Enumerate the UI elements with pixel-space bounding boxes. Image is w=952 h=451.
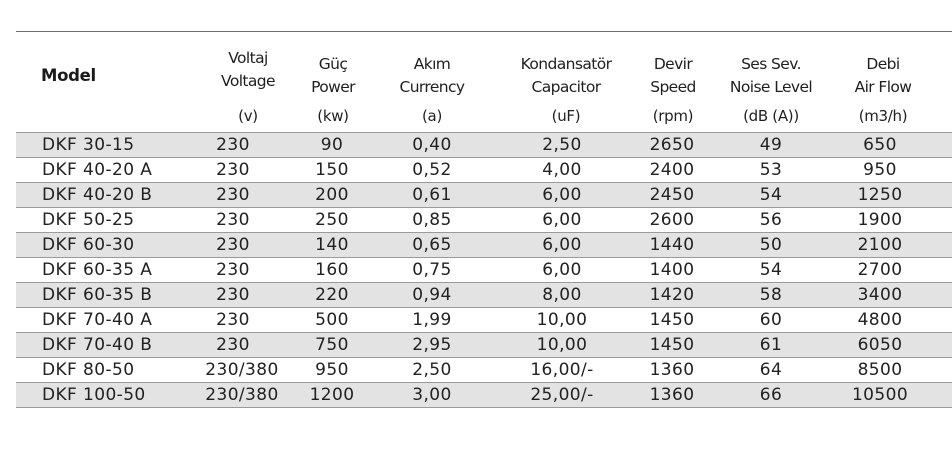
cell-capacitor: 2,50: [542, 135, 582, 155]
header-current: [387, 53, 477, 99]
table-row: [16, 282, 952, 307]
table-row: [16, 382, 952, 408]
cell-voltage: 230: [216, 135, 250, 155]
header-speed-tr: Devir: [653, 55, 693, 73]
cell-capacitor: 10,00: [536, 335, 588, 355]
cell-airflow: 8500: [857, 360, 903, 380]
cell-power: 160: [315, 260, 349, 280]
cell-model: DKF 40-20 B: [42, 185, 153, 205]
cell-capacitor: 6,00: [542, 260, 582, 280]
cell-power: 250: [315, 210, 349, 230]
table-row: [16, 132, 952, 157]
table-row: [16, 332, 952, 357]
cell-capacitor: 4,00: [542, 160, 582, 180]
cell-speed: 2450: [649, 185, 695, 205]
header-power: [298, 53, 368, 99]
header-noise-en: Noise Level: [729, 78, 813, 96]
cell-power: 1200: [309, 385, 355, 405]
cell-capacitor: 10,00: [536, 310, 588, 330]
unit-noise: (dB (A)): [743, 107, 799, 125]
cell-current: 2,95: [412, 335, 452, 355]
cell-voltage: 230: [216, 285, 250, 305]
cell-noise: 50: [759, 235, 783, 255]
table-row: [16, 307, 952, 332]
cell-capacitor: 16,00/-: [530, 360, 594, 380]
table-row: [16, 232, 952, 257]
header-airflow-tr: Debi: [866, 55, 900, 73]
header-airflow-en: Air Flow: [854, 78, 912, 96]
unit-voltage: (v): [238, 107, 258, 125]
cell-speed: 1420: [649, 285, 695, 305]
cell-current: 0,94: [412, 285, 452, 305]
cell-noise: 60: [759, 310, 783, 330]
header-capacitor: [501, 53, 631, 99]
cell-speed: 2650: [649, 135, 695, 155]
cell-noise: 53: [759, 160, 783, 180]
cell-capacitor: 6,00: [542, 210, 582, 230]
cell-voltage: 230: [216, 310, 250, 330]
cell-model: DKF 50-25: [42, 210, 135, 230]
cell-power: 90: [320, 135, 344, 155]
cell-speed: 1360: [649, 385, 695, 405]
cell-current: 0,65: [412, 235, 452, 255]
cell-airflow: 10500: [851, 385, 909, 405]
cell-model: DKF 80-50: [42, 360, 135, 380]
header-power-tr: Güç: [318, 55, 348, 73]
header-voltage-en: Voltage: [221, 72, 275, 90]
cell-power: 150: [315, 160, 349, 180]
cell-noise: 66: [759, 385, 783, 405]
header-noise: [716, 53, 826, 99]
cell-voltage: 230/380: [205, 385, 279, 405]
cell-power: 140: [315, 235, 349, 255]
unit-current: (a): [422, 107, 442, 125]
cell-current: 3,00: [412, 385, 452, 405]
cell-power: 750: [315, 335, 349, 355]
cell-current: 0,75: [412, 260, 452, 280]
cell-model: DKF 30-15: [42, 135, 135, 155]
cell-current: 0,40: [412, 135, 452, 155]
header-capacitor-tr: Kondansatör: [520, 55, 612, 73]
model-header: Model: [41, 66, 96, 85]
cell-voltage: 230: [216, 335, 250, 355]
cell-speed: 1440: [649, 235, 695, 255]
cell-model: DKF 60-30: [42, 235, 135, 255]
header-voltage-tr: Voltaj: [228, 49, 268, 67]
header-voltage: [203, 47, 293, 93]
cell-airflow: 1250: [857, 185, 903, 205]
table-body: [16, 132, 952, 408]
table-row: [16, 182, 952, 207]
cell-power: 950: [315, 360, 349, 380]
cell-airflow: 2100: [857, 235, 903, 255]
cell-airflow: 4800: [857, 310, 903, 330]
cell-model: DKF 60-35 B: [42, 285, 153, 305]
header-current-en: Currency: [399, 78, 465, 96]
cell-speed: 1400: [649, 260, 695, 280]
table-row: [16, 357, 952, 382]
header-noise-tr: Ses Sev.: [741, 55, 801, 73]
header-speed: [638, 53, 708, 99]
table-row: [16, 207, 952, 232]
cell-capacitor: 25,00/-: [530, 385, 594, 405]
cell-airflow: 2700: [857, 260, 903, 280]
cell-noise: 54: [759, 185, 783, 205]
header-capacitor-en: Capacitor: [531, 78, 601, 96]
cell-speed: 2600: [649, 210, 695, 230]
cell-airflow: 6050: [857, 335, 903, 355]
cell-power: 200: [315, 185, 349, 205]
cell-noise: 64: [759, 360, 783, 380]
cell-noise: 56: [759, 210, 783, 230]
cell-speed: 1360: [649, 360, 695, 380]
cell-model: DKF 60-35 A: [42, 260, 153, 280]
cell-model: DKF 40-20 A: [42, 160, 153, 180]
cell-capacitor: 6,00: [542, 185, 582, 205]
cell-current: 0,85: [412, 210, 452, 230]
cell-power: 220: [315, 285, 349, 305]
cell-noise: 54: [759, 260, 783, 280]
header-current-tr: Akım: [413, 55, 451, 73]
cell-airflow: 950: [863, 160, 897, 180]
cell-noise: 49: [759, 135, 783, 155]
header-airflow: [838, 53, 928, 99]
cell-capacitor: 8,00: [542, 285, 582, 305]
unit-airflow: (m3/h): [858, 107, 908, 125]
cell-current: 0,52: [412, 160, 452, 180]
header-power-en: Power: [311, 78, 355, 96]
unit-capacitor: (uF): [551, 107, 581, 125]
cell-current: 1,99: [412, 310, 452, 330]
cell-voltage: 230: [216, 210, 250, 230]
cell-airflow: 3400: [857, 285, 903, 305]
table-row: [16, 157, 952, 182]
cell-model: DKF 70-40 B: [42, 335, 153, 355]
cell-airflow: 1900: [857, 210, 903, 230]
cell-voltage: 230: [216, 160, 250, 180]
cell-model: DKF 70-40 A: [42, 310, 153, 330]
header-speed-en: Speed: [650, 78, 696, 96]
unit-power: (kw): [317, 107, 349, 125]
cell-capacitor: 6,00: [542, 235, 582, 255]
unit-speed: (rpm): [652, 107, 694, 125]
cell-speed: 1450: [649, 335, 695, 355]
table-row: [16, 257, 952, 282]
cell-current: 0,61: [412, 185, 452, 205]
top-rule: [16, 31, 952, 32]
cell-current: 2,50: [412, 360, 452, 380]
cell-power: 500: [315, 310, 349, 330]
cell-speed: 2400: [649, 160, 695, 180]
cell-voltage: 230: [216, 235, 250, 255]
cell-voltage: 230: [216, 185, 250, 205]
cell-noise: 61: [759, 335, 783, 355]
cell-voltage: 230/380: [205, 360, 279, 380]
cell-airflow: 650: [863, 135, 897, 155]
cell-speed: 1450: [649, 310, 695, 330]
cell-noise: 58: [759, 285, 783, 305]
cell-voltage: 230: [216, 260, 250, 280]
cell-model: DKF 100-50: [42, 385, 146, 405]
